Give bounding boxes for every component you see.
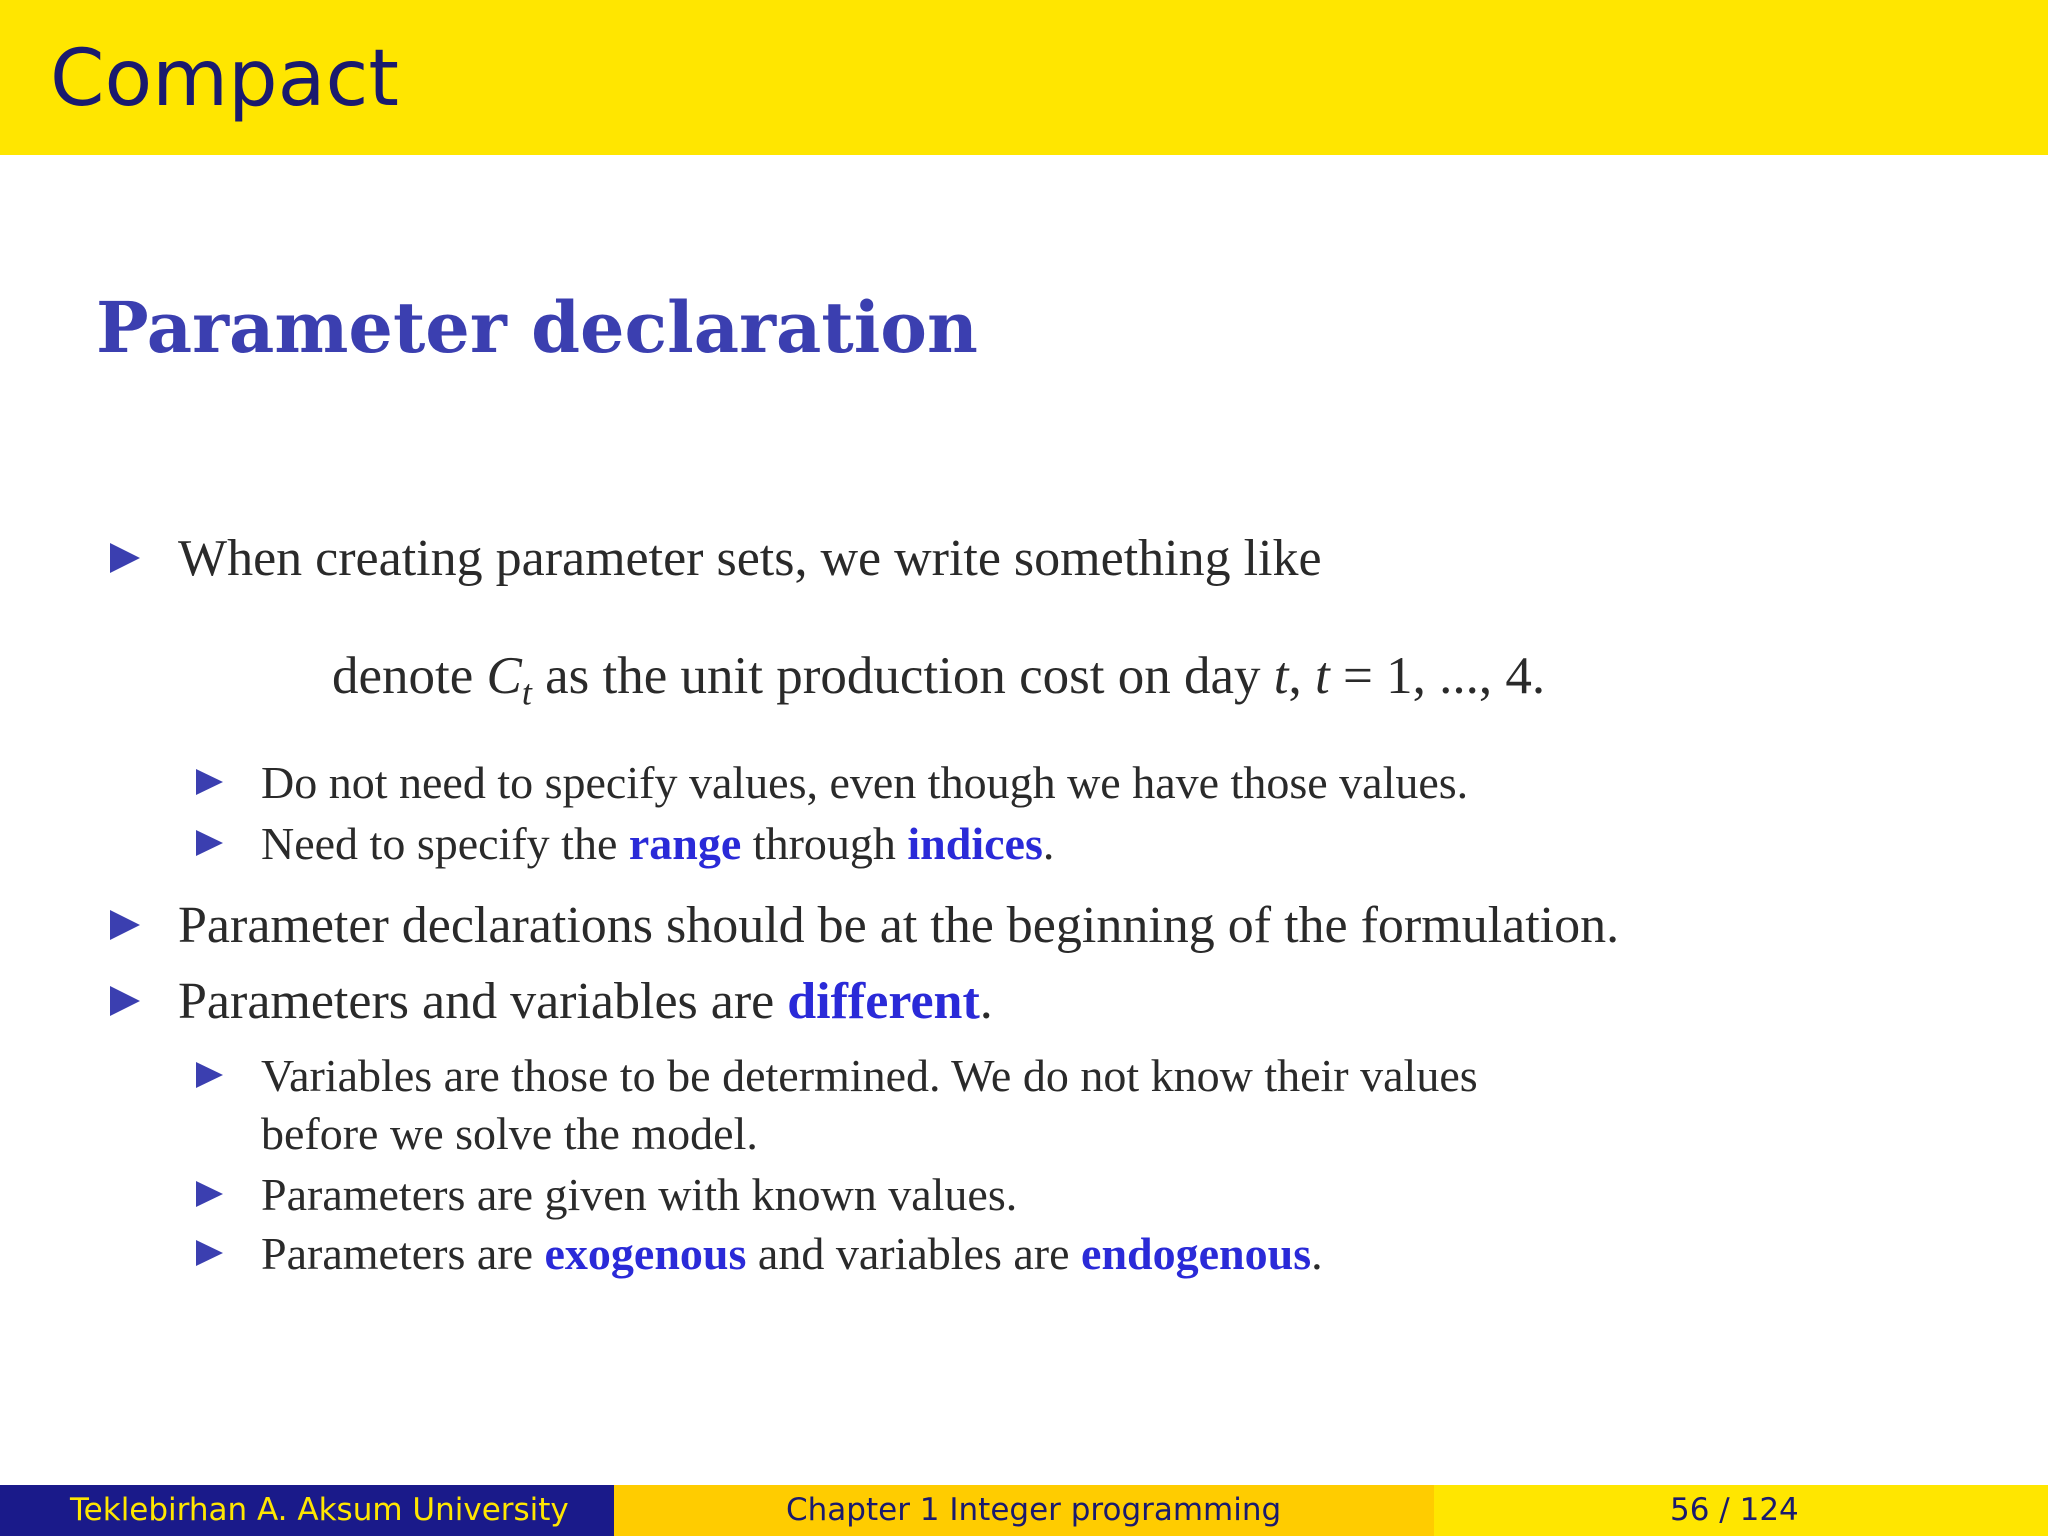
bullet-text: Parameters and variables are different. bbox=[178, 973, 993, 1030]
bullet-text: Parameter declarations should be at the beginning of the formulation. bbox=[178, 897, 1620, 954]
section-title: Parameter declaration bbox=[96, 286, 978, 369]
bullet-text: Parameters are given with known values. bbox=[261, 1169, 1018, 1220]
footer-author: Teklebirhan A. Aksum University bbox=[0, 1485, 614, 1536]
bullet-text: before we solve the model. bbox=[261, 1108, 758, 1159]
highlight-term: endogenous bbox=[1081, 1228, 1312, 1279]
triangle-bullet-icon bbox=[110, 543, 140, 573]
slide-header bbox=[0, 0, 2048, 155]
highlight-term: indices bbox=[907, 818, 1043, 869]
slide-footer bbox=[0, 1485, 2048, 1536]
formula: denote $C_t$ as the unit production cost on day t, t = 1, ..., 4. bbox=[332, 647, 1546, 713]
bullet-text: When creating parameter sets, we write something like bbox=[178, 530, 1322, 587]
footer-chapter: Chapter 1 Integer programming bbox=[614, 1485, 1434, 1536]
triangle-bullet-icon bbox=[196, 1181, 223, 1207]
triangle-bullet-icon bbox=[196, 1062, 223, 1088]
triangle-bullet-icon bbox=[110, 986, 140, 1016]
bullet-text: Do not need to specify values, even though we have those values. bbox=[261, 757, 1469, 808]
highlight-term: exogenous bbox=[544, 1228, 747, 1279]
bullet-text: Parameters are exogenous and variables are endogenous. bbox=[261, 1228, 1323, 1279]
highlight-term: different bbox=[787, 973, 980, 1030]
triangle-bullet-icon bbox=[196, 769, 223, 795]
slide-title: Compact bbox=[50, 34, 399, 124]
bullet-text: Variables are those to be determined. We do not know their values bbox=[261, 1050, 1478, 1101]
footer-page-number: 56 / 124 bbox=[1434, 1485, 2048, 1536]
triangle-bullet-icon bbox=[110, 910, 140, 940]
triangle-bullet-icon bbox=[196, 830, 223, 856]
bullet-text: Need to specify the range through indices. bbox=[261, 818, 1055, 869]
highlight-term: range bbox=[628, 818, 742, 869]
triangle-bullet-icon bbox=[196, 1240, 223, 1266]
